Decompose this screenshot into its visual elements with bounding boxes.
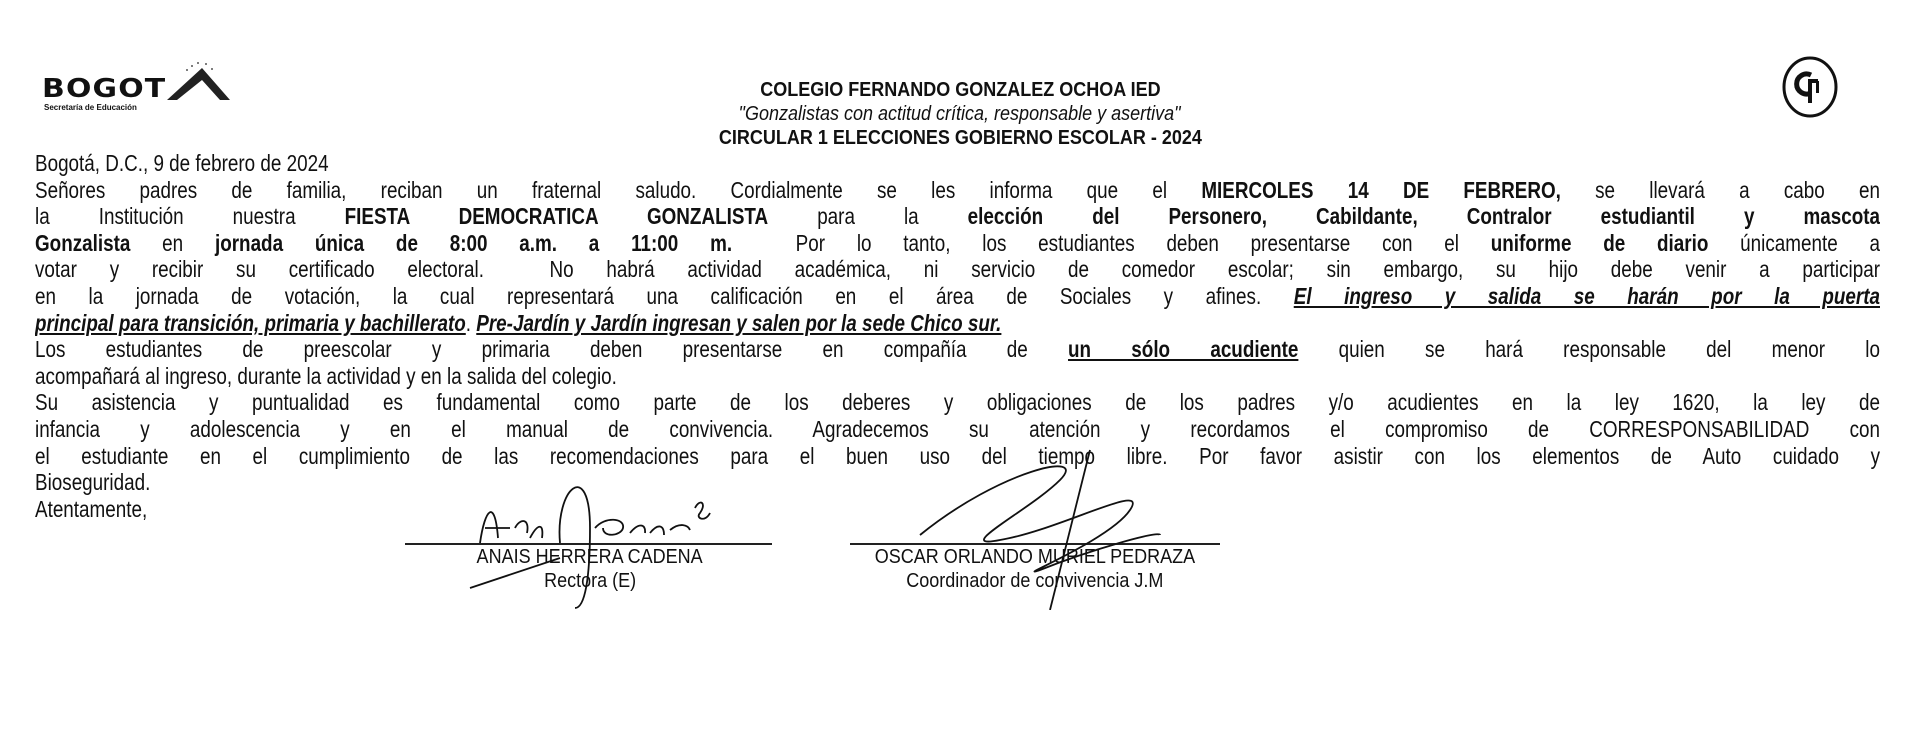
text-segment: Bogotá, D.C., 9 de febrero de 2024 [35,150,329,176]
logo-subtitle: Secretaría de Educación [44,103,137,112]
circular-title: CIRCULAR 1 ELECCIONES GOBIERNO ESCOLAR - 2024 [718,127,1202,149]
signature-role-rectora: Rectora (E) [543,570,637,592]
emphasized-text: uniforme de diario [1490,229,1709,256]
emphasized-text: Pre-Jardín y Jardín ingresan y salen por la sede Chico sur. [476,309,1002,336]
emphasized-text: jornada única de 8:00 a.m. a 11:00 m. [214,229,733,256]
letter-line [35,150,1880,177]
letter-line [35,389,1880,416]
signature-role-coordinador: Coordinador de convivencia J.M [906,570,1164,592]
emphasized-text: Gonzalista [35,229,131,256]
text-segment: infancia y adolescencia y en el manual de convivencia. Agradecemos su atención y recordamos el compromiso de CORRESPONSABILIDAD con [35,415,1880,442]
text-segment: en la jornada de votación, la cual representará una calificación en el área de Sociales y afines. [35,282,1294,309]
letter-line [35,203,1880,230]
letter-line [35,230,1880,257]
letter-line [35,256,1880,283]
logo-wordmark: BOGOT [42,74,167,104]
signature-rectora [440,468,730,618]
text-segment: Bioseguridad. [35,469,151,496]
text-segment: la Institución nuestra [35,203,345,230]
emphasized-text: El ingreso y salida se harán por la puerta [1293,282,1880,309]
letter-line [35,283,1880,310]
text-segment: en [130,229,215,256]
signature-name-rectora: ANAIS HERRERA CADENA [476,546,704,568]
letter-line [35,336,1880,363]
text-segment: únicamente a [1708,229,1880,256]
school-motto: "Gonzalistas con actitud crítica, responsable y asertiva" [739,103,1181,125]
text-segment: se llevará a cabo en [1560,176,1880,203]
letter-line [35,416,1880,443]
letter-line [35,177,1880,204]
text-segment: acompañará al ingreso, durante la actividad y en la salida del colegio. [35,362,617,389]
signature-name-coordinador: OSCAR ORLANDO MURIEL PEDRAZA [874,546,1196,568]
text-segment: quien se hará responsable del menor lo [1298,336,1880,363]
text-segment: el estudiante en el cumplimiento de las recomendaciones para el buen uso del tiempo libre. Por favor asistir con los elementos de Auto cuidado y [35,442,1880,469]
letter-line [35,363,1880,390]
text-segment: Por lo tanto, los estudiantes deben presentarse con el [732,229,1491,256]
emphasized-text: un sólo acudiente [1068,336,1299,363]
text-segment: Los estudiantes de preescolar y primaria deben presentarse en compañía de [35,336,1069,363]
letter-line [35,310,1880,337]
text-segment: Atentamente, [35,495,148,522]
text-segment: Señores padres de familia, reciban un fraternal saludo. Cordialmente se les informa que el [35,176,1202,203]
emphasized-text: MIERCOLES 14 DE FEBRERO, [1201,176,1561,203]
emphasized-text: principal para transición, primaria y bachillerato [35,309,466,336]
school-name: COLEGIO FERNANDO GONZALEZ OCHOA IED [759,79,1161,101]
text-segment: . [465,309,477,336]
emphasized-text: elección del Personero, Cabildante, Contralor estudiantil y mascota [967,203,1880,230]
emphasized-text: FIESTA DEMOCRATICA GONZALISTA [344,203,769,230]
text-segment: para la [768,203,968,230]
text-segment: votar y recibir su certificado electoral. No habrá actividad académica, ni servicio de comedor escolar; sin embargo, su hijo debe venir a participar [35,256,1880,283]
text-segment: Su asistencia y puntualidad es fundamental como parte de los deberes y obligaciones de los padres y/o acudientes en la ley 1620, la ley de [35,389,1880,416]
